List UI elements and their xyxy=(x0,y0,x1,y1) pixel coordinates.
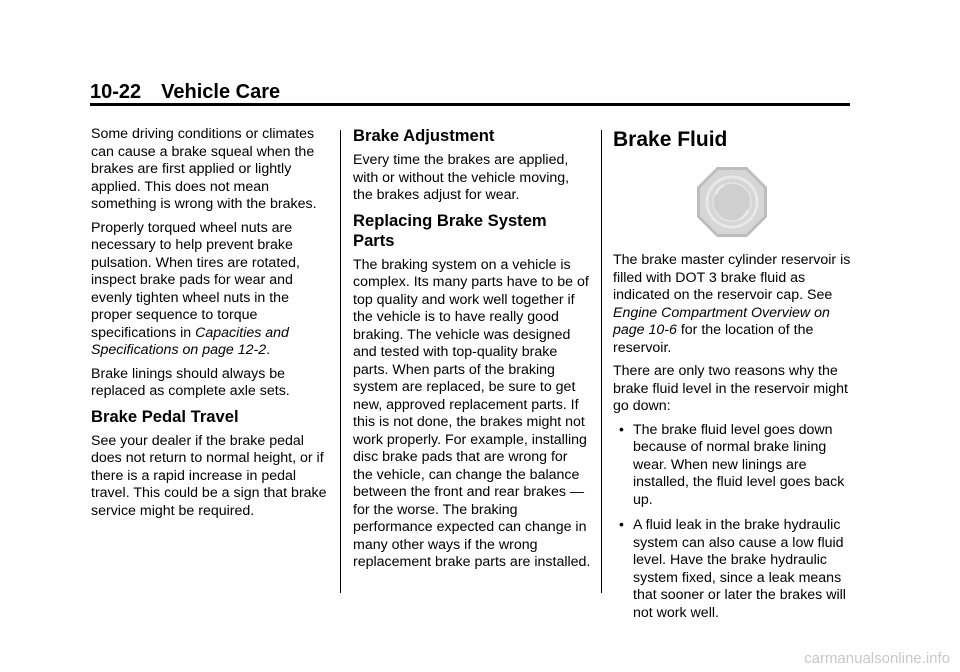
brake-fluid-cap-icon xyxy=(696,166,768,238)
cross-reference-engine-compartment[interactable]: Engine Compartment Overview on page 10-6 xyxy=(613,304,830,338)
list-item-text: A fluid leak in the brake hydraulic system can also cause a low fluid level. Have the brake hydraulic system fixed, since a leak means that sooner or later the brakes will not work well. xyxy=(633,517,846,621)
paragraph-brake-linings: Brake linings should always be replaced as complete axle sets. xyxy=(91,365,290,399)
heading-brake-pedal-travel: Brake Pedal Travel xyxy=(91,406,239,426)
heading-replacing-brake-parts: Replacing Brake System Parts xyxy=(353,210,547,250)
list-item xyxy=(613,422,851,510)
paragraph-reservoir xyxy=(613,252,851,357)
paragraph-replacing-brake-parts: The braking system on a vehicle is complex. Its many parts have to be of top quality and work well together if the vehicle is to have really good braking. The vehicle was designed and tested with top-quality brake parts. When parts of the braking system are replaced, be sure to get new, approved replacement parts. If this is not done, the brakes might not work properly. For example, installing disc brake pads that are wrong for the vehicle, can change the balance between the front and rear brakes — for the worse. The braking performance expected can change in many other ways if the wrong replacement brake parts are installed. xyxy=(353,256,591,570)
section-title: Vehicle Care xyxy=(161,81,281,103)
text: The brake master cylinder reservoir is filled with DOT 3 brake fluid as indicated on the reservoir cap. See xyxy=(613,252,851,303)
cross-reference-capacities[interactable]: Capacities and Specifications on page 12-2 xyxy=(91,324,289,358)
column-3 xyxy=(613,126,851,630)
paragraph-brake-pedal: See your dealer if the brake pedal does not return to normal height, or if there is a rapid increase in pedal travel. This could be a sign that brake service might be required. xyxy=(91,432,327,519)
column-1 xyxy=(91,126,329,526)
bullet-icon: • xyxy=(619,420,624,437)
header-rule xyxy=(90,103,850,106)
paragraph-two-reasons: There are only two reasons why the brake fluid level in the reservoir might go down: xyxy=(613,363,848,414)
heading-brake-fluid: Brake Fluid xyxy=(613,128,728,151)
icon-container xyxy=(613,166,851,238)
column-divider-1 xyxy=(340,130,341,593)
watermark: carmanualsonline.info xyxy=(804,650,950,667)
column-2 xyxy=(353,126,591,578)
paragraph-brake-squeal: Some driving conditions or climates can cause a brake squeal when the brakes are first applied or lightly applied. This does not mean something is wrong with the brakes. xyxy=(91,126,317,212)
page-number: 10-22 xyxy=(90,81,142,103)
list-item-text: The brake fluid level goes down because of normal brake lining wear. When new linings are installed, the fluid level goes back up. xyxy=(633,421,845,508)
paragraph-wheel-nuts xyxy=(91,220,329,360)
text: . xyxy=(266,342,271,358)
text: for the location of the reservoir. xyxy=(613,322,814,356)
paragraph-brake-adjustment: Every time the brakes are applied, with or without the vehicle moving, the brakes adjust for wear. xyxy=(353,152,570,203)
bullet-icon: • xyxy=(619,516,624,532)
column-divider-2 xyxy=(601,130,602,593)
heading-brake-adjustment: Brake Adjustment xyxy=(353,126,495,145)
list-item xyxy=(613,517,851,622)
text: Properly torqued wheel nuts are necessary to help prevent brake pulsation. When tires are rotated, inspect brake pads for wear and evenly tighten wheel nuts in the proper sequence to torque specifications in xyxy=(91,219,300,341)
page-header xyxy=(90,80,850,104)
reasons-list xyxy=(613,422,851,623)
